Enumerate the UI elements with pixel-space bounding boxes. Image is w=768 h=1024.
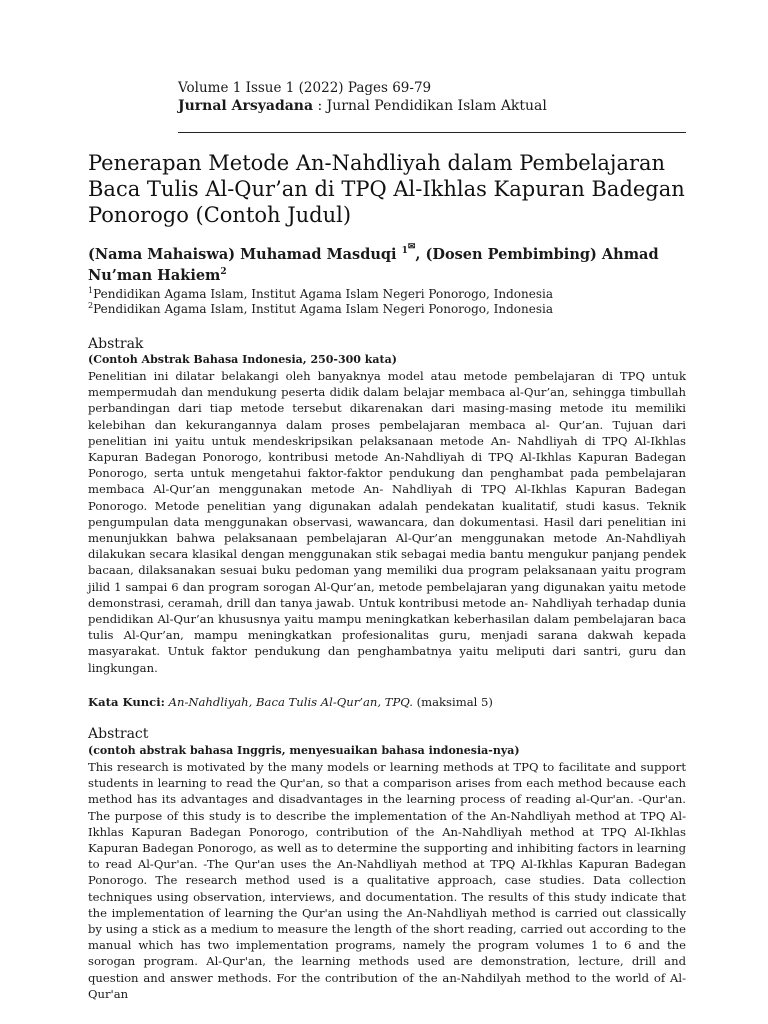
volume-line: Volume 1 Issue 1 (2022) Pages 69-79 <box>178 80 432 96</box>
mail-icon: ✉ <box>407 242 416 253</box>
abstrak-subheading: (Contoh Abstrak Bahasa Indonesia, 250-300 kata) <box>88 353 397 366</box>
affiliation-2 <box>88 302 686 317</box>
author-1-sup: 1✉ <box>401 242 416 257</box>
keywords-label: Kata Kunci: <box>88 695 165 709</box>
affiliation-2-text: Pendidikan Agama Islam, Institut Agama Islam Negeri Ponorogo, Indonesia <box>93 302 554 316</box>
affiliation-1-sup: 1 <box>88 286 94 295</box>
journal-name-bold: Jurnal Arsyadana <box>178 98 314 114</box>
abstrak-heading: Abstrak <box>88 336 144 352</box>
affiliation-1-text: Pendidikan Agama Islam, Institut Agama Islam Negeri Ponorogo, Indonesia <box>93 287 554 301</box>
author-2-sup: 2 <box>220 267 227 278</box>
affiliation-1 <box>88 287 686 302</box>
affiliation-2-sup: 2 <box>88 301 94 310</box>
abstract-subheading: (contoh abstrak bahasa Inggris, menyesuaikan bahasa indonesia-nya) <box>88 744 520 757</box>
keywords-line <box>88 694 686 710</box>
paper-title: Penerapan Metode An-Nahdliyah dalam Pembelajaran Baca Tulis Al-Qur’an di TPQ Al-Ikhlas Kapuran Badegan Ponorogo (Contoh Judul) <box>88 151 685 227</box>
journal-name-rest: : Jurnal Pendidikan Islam Aktual <box>313 98 547 114</box>
keywords-list: An-Nahdliyah, Baca Tulis Al-Qur’an, TPQ. <box>164 695 413 709</box>
author-line <box>88 244 686 286</box>
author-1: (Nama Mahaiswa) Muhamad Masduqi <box>88 246 397 263</box>
journal-name <box>178 98 678 115</box>
abstract-heading: Abstract <box>88 726 149 742</box>
abstract-text: This research is motivated by the many models or learning methods at TPQ to facilitate and support students in learning to read the Qur'an, so that a comparison arises from each method because each method has its advantages and disadvantages in the learning process of reading al-Qur'an. -Qur'an. The purpose of this study is to describe the implementation of the An-Nahdliyah method at TPQ Al-Ikhlas Kapuran Badegan Ponorogo, contribution of the An-Nahdliyah method at TPQ Al-Ikhlas Kapuran Badegan Ponorogo, as well as to determine the supporting and inhibiting factors in learning to read Al-Qur'an. -The Qur'an uses the An-Nahdliyah method at TPQ Al-Ikhlas Kapuran Badegan Ponorogo. The research method used is a qualitative approach, case studies. Data collection techniques using observation, interviews, and documentation. The results of this study indicate that the implementation of learning the Qur'an using the An-Nahdliyah method is carried out classically by using a stick as a medium to measure the length of the short reading, carried out according to the manual which has two implementation programs, namely the program volumes 1 to 6 and the sorogan program. Al-Qur'an, the learning methods used are demonstration, lecture, drill and question and answer methods. For the contribution of the an-Nahdilyah method to the world of Al-Qur'an <box>88 760 686 1001</box>
author-2: (Dosen Pembimbing) Ahmad Nu’man Hakiem <box>88 246 659 284</box>
keywords-note: (maksimal 5) <box>412 695 493 709</box>
abstrak-text: Penelitian ini dilatar belakangi oleh banyaknya model atau metode pembelajaran di TPQ untuk mempermudah dan mendukung peserta didik dalam belajar membaca al-Qur’an, sehingga timbullah perbandingan dari tiap metode tersebut dikarenakan dari masing-masing metode itu memiliki kelebihan dan kekurangannya dalam proses pembelajaran membaca al- Qur’an. Tujuan dari penelitian ini yaitu untuk mendeskripsikan pelaksanaan metode An- Nahdliyah di TPQ Al-Ikhlas Kapuran Badegan Ponorogo, kontribusi metode An-Nahdliyah di TPQ Al-Ikhlas Kapuran Badegan Ponorogo, serta untuk mengetahui faktor-faktor pendukung dan penghambat pada pembelajaran membaca Al-Qur’an menggunakan metode An- Nahdliyah di TPQ Al-Ikhlas Kapuran Badegan Ponorogo. Metode penelitian yang digunakan adalah pendekatan kualitatif, studi kasus. Teknik pengumpulan data menggunakan observasi, wawancara, dan dokumentasi. Hasil dari penelitian ini menunjukkan bahwa pelaksanaan pembelajaran Al-Qur’an menggunakan metode An-Nahdliyah dilakukan secara klasikal dengan menggunakan stik sebagai media bantu mengukur panjang pendek bacaan, dilaksanakan sesuai buku pedoman yang memiliki dua program pelaksanaan yaitu program jilid 1 sampai 6 dan program sorogan Al-Qur’an, metode pembelajaran yang digunakan yaitu metode demonstrasi, ceramah, drill dan tanya jawab. Untuk kontribusi metode an- Nahdliyah terhadap dunia pendidikan Al-Qur’an khususnya yaitu mampu meningkatkan keberhasilan dalam pembelajaran baca tulis Al-Qur’an, mampu meningkatkan profesionalitas guru, menjadi sarana dakwah kepada masyarakat. Untuk faktor pendukung dan penghambatnya yaitu meliputi dari santri, guru dan lingkungan. <box>88 369 686 675</box>
author-separator: , <box>415 246 426 263</box>
header-rule <box>178 132 686 133</box>
